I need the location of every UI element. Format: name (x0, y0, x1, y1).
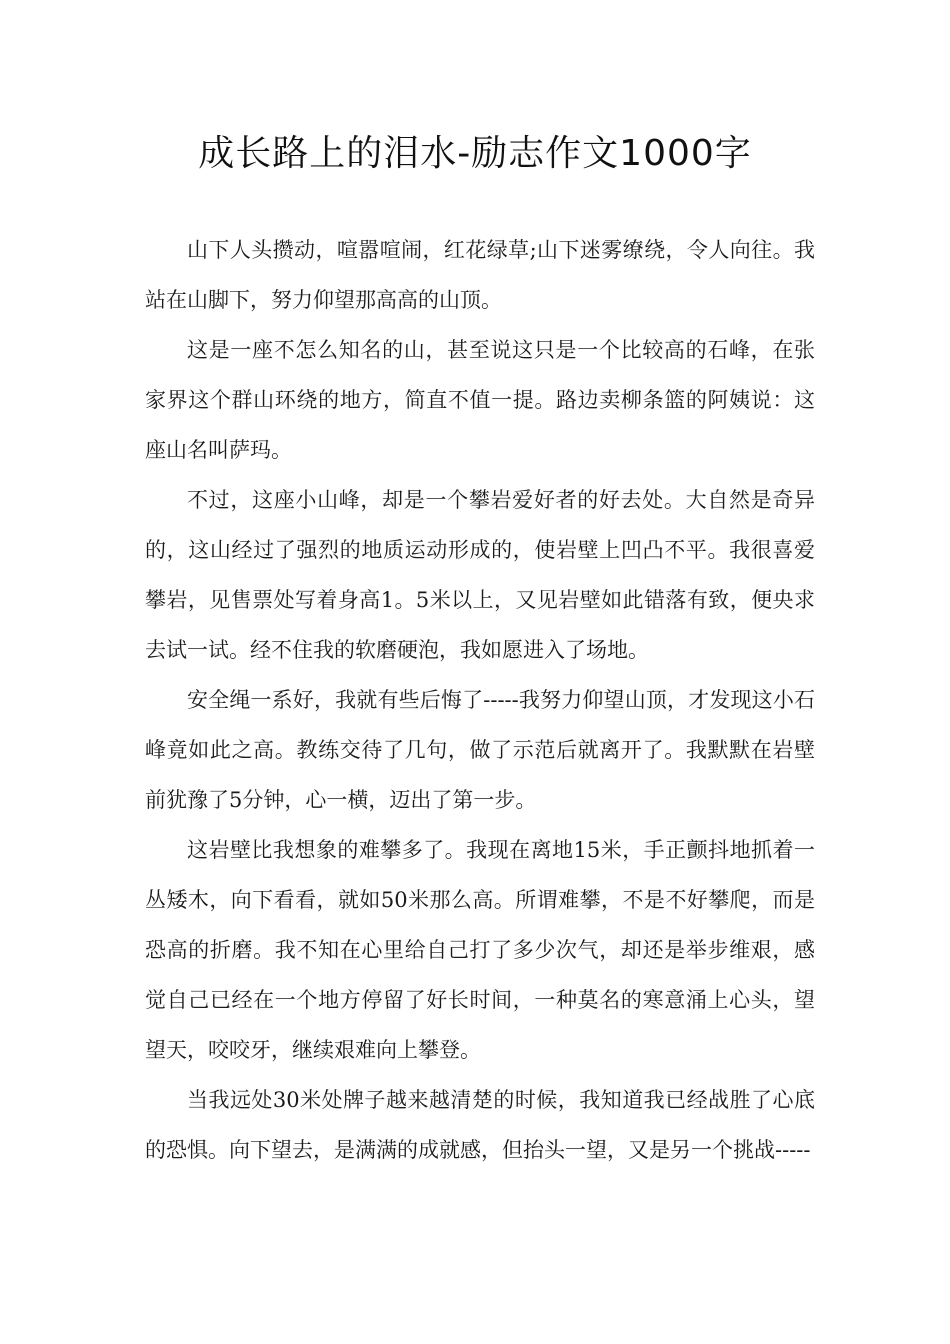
paragraph: 不过，这座小山峰，却是一个攀岩爱好者的好去处。大自然是奇异的，这山经过了强烈的地质运动形成的，使岩壁上凹凸不平。我很喜爱攀岩，见售票处写着身高1。5米以上，又见岩壁如此错落有致，便央求去试一试。经不住我的软磨硬泡，我如愿进入了场地。 (145, 488, 815, 662)
document-body (145, 225, 815, 1175)
paragraph: 当我远处30米处牌子越来越清楚的时候，我知道我已经战胜了心底的恐惧。向下望去，是满满的成就感，但抬头一望，又是另一个挑战----- (145, 1088, 815, 1162)
document-title: 成长路上的泪水-励志作文1000字 (198, 133, 752, 174)
paragraph: 这是一座不怎么知名的山，甚至说这只是一个比较高的石峰，在张家界这个群山环绕的地方，简直不值一提。路边卖柳条篮的阿姨说：这座山名叫萨玛。 (145, 338, 815, 462)
paragraph: 安全绳一系好，我就有些后悔了-----我努力仰望山顶，才发现这小石峰竟如此之高。教练交待了几句，做了示范后就离开了。我默默在岩壁前犹豫了5分钟，心一横，迈出了第一步。 (145, 688, 815, 812)
paragraph: 山下人头攒动，喧嚣喧闹，红花绿草;山下迷雾缭绕，令人向往。我站在山脚下，努力仰望那高高的山顶。 (145, 238, 815, 312)
paragraph: 这岩壁比我想象的难攀多了。我现在离地15米，手正颤抖地抓着一丛矮木，向下看看，就如50米那么高。所谓难攀，不是不好攀爬，而是恐高的折磨。我不知在心里给自己打了多少次气，却还是举步维艰，感觉自己已经在一个地方停留了好长时间，一种莫名的寒意涌上心头，望望天，咬咬牙，继续艰难向上攀登。 (145, 838, 815, 1062)
